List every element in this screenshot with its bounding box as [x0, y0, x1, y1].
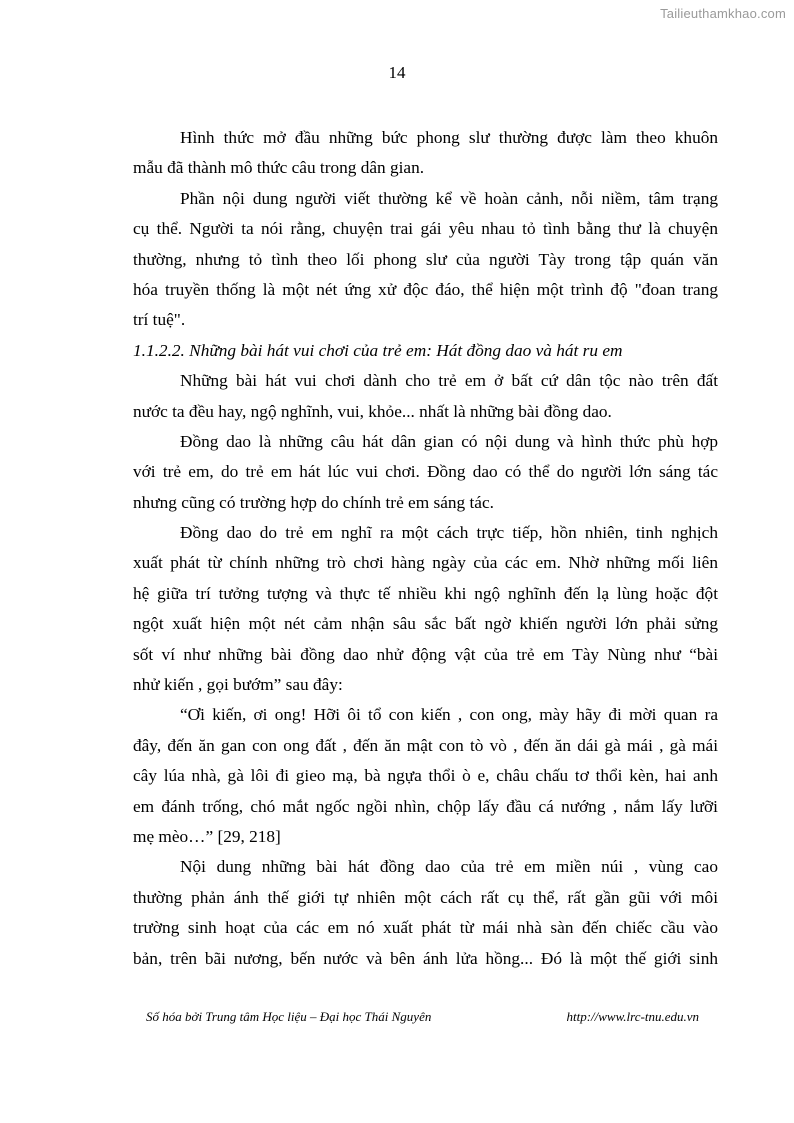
footer-source: Số hóa bởi Trung tâm Học liệu – Đại học Thái Nguyên — [146, 1009, 432, 1024]
page-number: 14 — [388, 63, 406, 82]
text-line: nhưng cũng có trường hợp do chính trẻ em sáng tác. — [133, 492, 494, 512]
text-line: thường phản ánh thế giới tự nhiên một cách rất cụ thể, rất gần gũi với môi — [133, 887, 718, 907]
watermark-text: Tailieuthamkhao.com — [660, 6, 786, 21]
text-line: hệ giữa trí tưởng tượng và thực tế nhiều khi ngộ nghĩnh đến lạ lùng hoặc đột — [133, 583, 718, 603]
text-line: trí tuệ". — [133, 310, 186, 330]
text-line: Hình thức mở đầu những bức phong slư thường được làm theo khuôn — [180, 128, 718, 147]
text-line: Phần nội dung người viết thường kể về hoàn cảnh, nỗi niềm, tâm trạng — [180, 188, 718, 208]
body-text — [133, 123, 718, 974]
text-line: cây lúa nhà, gà lôi đi gieo mạ, bà ngựa thổi ò e, châu chấu tơ thổi kèn, hai anh — [133, 766, 718, 786]
text-line: em đánh trống, chó mắt ngốc ngồi nhìn, chộp lấy đầu cá nướng , nắm lấy lưỡi — [133, 796, 718, 816]
text-line: Đồng dao do trẻ em nghĩ ra một cách trực tiếp, hồn nhiên, tinh nghịch — [180, 523, 718, 543]
text-line: cụ thể. Người ta nói rằng, chuyện trai gái yêu nhau tỏ tình bằng thư là chuyện — [133, 219, 718, 239]
text-line: bản, trên bãi nương, bến nước và bên ánh lửa hồng... Đó là một thế giới sinh — [133, 948, 718, 968]
text-line: nhử kiến , gọi bướm” sau đây: — [133, 675, 343, 695]
text-line: Những bài hát vui chơi dành cho trẻ em ở bất cứ dân tộc nào trên đất — [180, 371, 718, 391]
text-line: mẹ mèo…” [29, 218] — [133, 826, 281, 846]
text-line: ngột xuất hiện một nét cảm nhận sâu sắc bất ngờ khiến người lớn phải sửng — [133, 614, 718, 634]
text-line: đây, đến ăn gan con ong đất , đến ăn mật con tò vò , đến ăn dái gà mái , gà mái — [133, 735, 718, 755]
section-heading: 1.1.2.2. Những bài hát vui chơi của trẻ em: Hát đồng dao và hát ru em — [133, 340, 623, 360]
text-line: hóa truyền thống là một nét ứng xử độc đáo, thể hiện một trình độ "đoan trang — [133, 279, 718, 299]
text-line: “Ơi kiến, ơi ong! Hỡi ôi tổ con kiến , con ong, mày hãy đi mời quan ra — [180, 705, 718, 725]
text-line: sốt ví như những bài đồng dao nhử động vật của trẻ em Tày Nùng như “bài — [133, 644, 718, 664]
text-line: trường sinh hoạt của các em nó xuất phát từ mái nhà sàn đến chiếc cầu vào — [133, 918, 718, 938]
text-line: nước ta đều hay, ngộ nghĩnh, vui, khỏe... nhất là những bài đồng dao. — [133, 401, 612, 421]
text-line: Đồng dao là những câu hát dân gian có nội dung và hình thức phù hợp — [180, 431, 718, 451]
text-line: với trẻ em, do trẻ em hát lúc vui chơi. Đồng dao có thể do người lớn sáng tác — [133, 462, 718, 482]
footer-url[interactable]: http://www.lrc-tnu.edu.vn — [566, 1009, 699, 1024]
text-line: mẫu đã thành mô thức câu trong dân gian. — [133, 158, 425, 178]
text-line: xuất phát từ chính những trò chơi hàng ngày của các em. Nhờ những mối liên — [133, 553, 718, 573]
text-line: Nội dung những bài hát đồng dao của trẻ em miền núi , vùng cao — [180, 857, 718, 877]
text-line: thường, nhưng tỏ tình theo lối phong slư của người Tày trong tập quán văn — [133, 249, 718, 269]
